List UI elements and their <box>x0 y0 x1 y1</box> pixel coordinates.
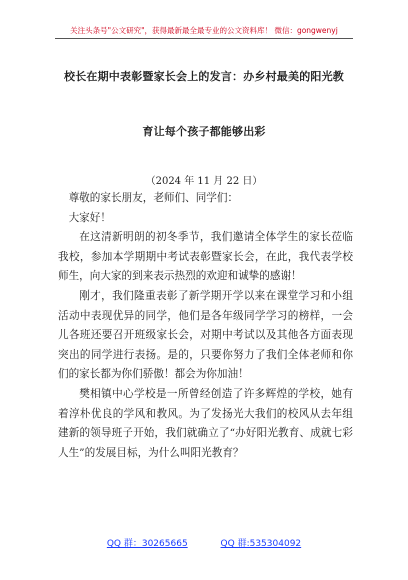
document-title-line1: 校长在期中表彰暨家长会上的发言：办乡村最美的阳光教 <box>64 70 344 83</box>
header-divider <box>55 38 353 39</box>
paragraph: 樊相镇中心学校是一所曾经创造了许多辉煌的学校，她有着淳朴优良的学风和教风。为了发扬光大我们的校风从去年组建新的领导班子开始，我们就确立了“办好阳光教育、成就七彩人生”的发展目标，为什么叫阳光教育？ <box>58 387 353 459</box>
greeting: 大家好！ <box>68 211 111 224</box>
footer-qq-group-2[interactable]: QQ 群:535304092 <box>220 539 302 549</box>
footer <box>0 536 408 549</box>
header-note: 关注头条号"公文研究"，获得最新最全最专业的公文资料库！ 微信：gongwenyj <box>70 26 338 35</box>
paragraph: 刚才，我们隆重表彰了新学期开学以来在课堂学习和小组活动中表现优异的同学，他们是各年级同学学习的榜样，一会儿各班还要召开班级家长会，对期中考试以及其他各方面表现突出的同学进行表扬。是的，只要你努力了我们全体老师和你们的家长都为你们骄傲！都会为你加油！ <box>58 289 353 381</box>
document-title-line2: 育让每个孩子都能够出彩 <box>142 125 266 138</box>
footer-qq-group-1[interactable]: QQ 群：30265665 <box>106 539 188 549</box>
document-body <box>58 189 353 463</box>
document-date: （2024 年 11 月 22 日） <box>145 176 263 187</box>
paragraph: 在这清新明朗的初冬季节，我们邀请全体学生的家长莅临我校，参加本学期期中考试表彰暨家长会，在此，我代表学校师生，向大家的到来表示热烈的欢迎和诚挚的感谢！ <box>58 231 353 283</box>
salutation: 尊敬的家长朋友，老师们、同学们： <box>68 192 239 204</box>
